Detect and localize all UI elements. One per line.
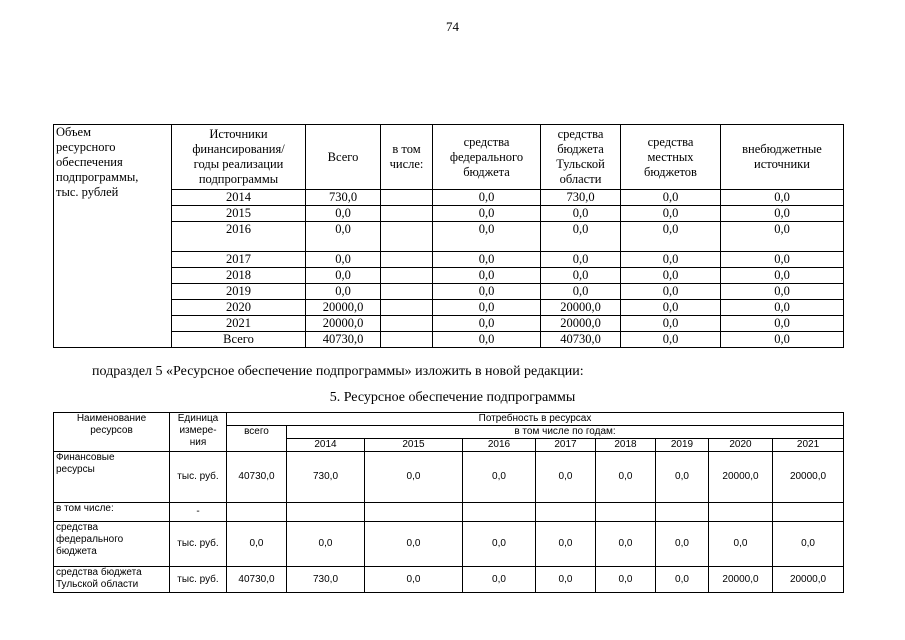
cell-text: 0,0 xyxy=(478,222,495,236)
cell-text: средства бюджета xyxy=(56,567,142,578)
header-year xyxy=(773,439,844,452)
year-value-cell xyxy=(656,567,709,593)
extrabudget-cell xyxy=(721,206,844,222)
cell-text: бюджетов xyxy=(644,164,697,179)
cell-text: 0,0 xyxy=(675,573,689,585)
cell-text: средства xyxy=(647,134,694,149)
table-row xyxy=(54,300,844,316)
total-cell xyxy=(227,503,287,522)
resource-provision-table xyxy=(53,412,844,593)
table-row xyxy=(54,222,844,252)
year-value-cell xyxy=(287,567,365,593)
cell-text: 0,0 xyxy=(618,573,633,585)
regional-cell xyxy=(541,206,621,222)
cell-text: 2018 xyxy=(614,439,637,450)
header-unit xyxy=(170,413,227,452)
cell-text: 40730,0 xyxy=(560,332,601,346)
cell-text: 20000,0 xyxy=(722,471,759,482)
table-row xyxy=(54,190,844,206)
federal-cell xyxy=(433,332,541,348)
cell-text: 0,0 xyxy=(618,471,633,482)
total-cell xyxy=(306,206,381,222)
table-row xyxy=(54,316,844,332)
cell-text: бюджета xyxy=(56,546,97,557)
cell-text: Финансовые xyxy=(56,452,115,463)
year-value-cell xyxy=(656,503,709,522)
local-cell xyxy=(621,206,721,222)
year-value-cell xyxy=(463,503,536,522)
cell-text: 0,0 xyxy=(774,190,790,204)
cell-text: 0,0 xyxy=(774,284,790,298)
cell-text: 0,0 xyxy=(478,206,495,220)
cell-text: 0,0 xyxy=(318,538,333,549)
cell-text: 0,0 xyxy=(478,190,495,204)
cell-text: - xyxy=(196,506,200,517)
cell-text: 0,0 xyxy=(572,206,589,220)
resource-name-cell xyxy=(54,503,170,522)
federal-cell xyxy=(433,268,541,284)
federal-cell xyxy=(433,284,541,300)
table-row xyxy=(54,268,844,284)
cell-text: 0,0 xyxy=(478,316,495,330)
total-cell xyxy=(306,316,381,332)
table-header-row xyxy=(54,125,844,190)
extrabudget-cell xyxy=(721,268,844,284)
total-cell xyxy=(306,300,381,316)
cell-text: Наименование xyxy=(76,413,147,424)
cell-text: 20000,0 xyxy=(322,300,364,314)
cell-text: бюджета xyxy=(463,164,510,179)
cell-text: 730,0 xyxy=(312,471,339,482)
header-total xyxy=(306,125,381,190)
cell-text: годы реализации xyxy=(193,157,284,171)
year-value-cell xyxy=(463,452,536,503)
year-value-cell xyxy=(287,522,365,567)
cell-text: 2017 xyxy=(226,252,251,266)
table-row xyxy=(54,503,844,522)
cell-text: в том числе: xyxy=(56,503,114,514)
cell-text: обеспечения xyxy=(56,155,123,169)
cell-text: внебюджетные xyxy=(742,142,822,156)
year-value-cell xyxy=(773,522,844,567)
regional-cell xyxy=(541,268,621,284)
table-row xyxy=(54,452,844,503)
total-cell xyxy=(306,190,381,206)
local-cell xyxy=(621,300,721,316)
cell-text: 0,0 xyxy=(733,538,748,549)
year-cell xyxy=(172,284,306,300)
cell-text: Всего xyxy=(223,332,254,346)
incl-cell xyxy=(381,190,433,206)
year-value-cell xyxy=(709,567,773,593)
cell-text: 2021 xyxy=(226,316,251,330)
cell-text: 0,0 xyxy=(662,332,679,346)
regional-cell xyxy=(541,300,621,316)
extrabudget-cell xyxy=(721,332,844,348)
cell-text: тыс. руб. xyxy=(177,471,219,482)
cell-text: местных xyxy=(647,149,694,164)
header-federal xyxy=(433,125,541,190)
cell-text: Тульской области xyxy=(56,579,139,590)
year-value-cell xyxy=(365,503,463,522)
header-year xyxy=(463,439,536,452)
cell-text: 0,0 xyxy=(662,222,679,236)
cell-text: 40730,0 xyxy=(238,573,275,585)
cell-text: 0,0 xyxy=(558,471,573,482)
cell-text: 0,0 xyxy=(662,300,679,314)
cell-text: Потребность в ресурсах xyxy=(478,413,592,424)
federal-cell xyxy=(433,190,541,206)
cell-text: 0,0 xyxy=(406,538,421,549)
header-year xyxy=(656,439,709,452)
cell-text: Тульской xyxy=(556,157,605,171)
extrabudget-cell xyxy=(721,252,844,268)
cell-text: 0,0 xyxy=(618,538,633,549)
year-value-cell xyxy=(365,452,463,503)
header-year xyxy=(709,439,773,452)
cell-text: 2015 xyxy=(402,439,425,450)
year-value-cell xyxy=(287,452,365,503)
cell-text: 2015 xyxy=(226,206,251,220)
year-value-cell xyxy=(536,567,596,593)
year-value-cell xyxy=(536,503,596,522)
cell-text: 2020 xyxy=(226,300,251,314)
cell-text: 0,0 xyxy=(406,471,421,482)
cell-text: 0,0 xyxy=(572,268,589,282)
year-value-cell xyxy=(773,503,844,522)
year-value-cell xyxy=(596,567,656,593)
cell-text: 20000,0 xyxy=(560,300,601,314)
cell-text: Источники xyxy=(209,127,268,141)
side-label xyxy=(54,125,172,348)
federal-cell xyxy=(433,316,541,332)
cell-text: 0,0 xyxy=(492,573,506,585)
cell-text: 0,0 xyxy=(558,538,573,549)
header-year xyxy=(287,439,365,452)
cell-text: 40730,0 xyxy=(238,471,275,482)
total-cell xyxy=(306,222,381,252)
unit-cell xyxy=(170,452,227,503)
header-year xyxy=(365,439,463,452)
cell-text: области xyxy=(559,172,602,186)
cell-text: 0,0 xyxy=(406,573,421,585)
header-need xyxy=(227,413,844,426)
header-total xyxy=(227,426,287,452)
cell-text: 0,0 xyxy=(662,252,679,266)
header-incl xyxy=(381,125,433,190)
cell-text: 0,0 xyxy=(335,206,351,220)
cell-text: подпрограммы xyxy=(198,172,279,186)
extrabudget-cell xyxy=(721,190,844,206)
cell-text: 730,0 xyxy=(328,190,358,204)
year-value-cell xyxy=(365,522,463,567)
cell-text: 0,0 xyxy=(801,538,815,549)
cell-text: 0,0 xyxy=(774,268,790,282)
local-cell xyxy=(621,316,721,332)
header-resource-name xyxy=(54,413,170,452)
cell-text: 730,0 xyxy=(566,190,595,204)
federal-cell xyxy=(433,300,541,316)
cell-text: 0,0 xyxy=(572,252,589,266)
header-by-year xyxy=(287,426,844,439)
local-cell xyxy=(621,222,721,252)
federal-cell xyxy=(433,206,541,222)
cell-text: 0,0 xyxy=(478,268,495,282)
cell-text: бюджета xyxy=(557,142,604,156)
year-value-cell xyxy=(596,452,656,503)
cell-text: числе: xyxy=(389,157,424,171)
unit-cell xyxy=(170,503,227,522)
cell-text: источники xyxy=(754,157,810,171)
total-cell xyxy=(306,284,381,300)
cell-text: 20000,0 xyxy=(789,471,827,482)
cell-text: ния xyxy=(189,437,207,448)
cell-text: измере- xyxy=(179,425,217,436)
resource-name-cell xyxy=(54,567,170,593)
year-value-cell xyxy=(773,452,844,503)
cell-text: 0,0 xyxy=(492,538,506,549)
federal-cell xyxy=(433,222,541,252)
extrabudget-cell xyxy=(721,300,844,316)
cell-text: 0,0 xyxy=(675,471,689,482)
year-cell xyxy=(172,332,306,348)
year-value-cell xyxy=(709,452,773,503)
header-regional xyxy=(541,125,621,190)
cell-text: 20000,0 xyxy=(789,573,827,585)
federal-cell xyxy=(433,252,541,268)
header-year xyxy=(596,439,656,452)
incl-cell xyxy=(381,300,433,316)
cell-text: 0,0 xyxy=(774,252,790,266)
cell-text: 40730,0 xyxy=(322,332,364,346)
table-row xyxy=(54,567,844,593)
regional-cell xyxy=(541,190,621,206)
section-title: 5. Ресурсное обеспечение подпрограммы xyxy=(329,390,576,405)
year-value-cell xyxy=(463,522,536,567)
cell-text: 730,0 xyxy=(312,573,339,585)
year-cell xyxy=(172,300,306,316)
regional-cell xyxy=(541,332,621,348)
cell-text: средства xyxy=(557,127,604,141)
year-value-cell xyxy=(596,503,656,522)
page-number: 74 xyxy=(446,19,459,34)
cell-text: 2019 xyxy=(226,284,251,298)
regional-cell xyxy=(541,316,621,332)
year-value-cell xyxy=(365,567,463,593)
year-cell xyxy=(172,252,306,268)
cell-text: 0,0 xyxy=(478,284,495,298)
cell-text: федерального xyxy=(449,149,524,164)
year-value-cell xyxy=(596,522,656,567)
table-row xyxy=(54,284,844,300)
cell-text: 2019 xyxy=(670,439,694,450)
cell-text: 0,0 xyxy=(335,268,351,282)
table-row xyxy=(54,252,844,268)
cell-text: 0,0 xyxy=(774,332,790,346)
cell-text: 0,0 xyxy=(662,206,679,220)
cell-text: 20000,0 xyxy=(722,573,759,585)
year-value-cell xyxy=(656,522,709,567)
resource-name-cell xyxy=(54,452,170,503)
cell-text: 2021 xyxy=(796,439,820,450)
amendment-paragraph: подраздел 5 «Ресурсное обеспечение подпрограммы» изложить в новой редакции: xyxy=(92,364,584,379)
resource-name-cell xyxy=(54,522,170,567)
cell-text: 0,0 xyxy=(774,300,790,314)
table-row xyxy=(54,332,844,348)
cell-text: 0,0 xyxy=(662,190,679,204)
total-cell xyxy=(306,332,381,348)
cell-text: 2017 xyxy=(554,439,577,450)
cell-text: 0,0 xyxy=(774,206,790,220)
cell-text: Единица xyxy=(177,413,219,424)
regional-cell xyxy=(541,252,621,268)
total-cell xyxy=(227,452,287,503)
incl-cell xyxy=(381,316,433,332)
total-cell xyxy=(227,522,287,567)
cell-text: федерального xyxy=(56,534,124,545)
year-cell xyxy=(172,222,306,252)
year-cell xyxy=(172,190,306,206)
year-cell xyxy=(172,206,306,222)
cell-text: Объем xyxy=(56,125,91,139)
cell-text: в том xyxy=(392,142,421,156)
local-cell xyxy=(621,190,721,206)
local-cell xyxy=(621,252,721,268)
cell-text: тыс. руб. xyxy=(177,538,219,549)
cell-text: финансирования/ xyxy=(192,142,285,156)
cell-text: в том числе по годам: xyxy=(514,426,616,437)
total-cell xyxy=(306,252,381,268)
cell-text: Всего xyxy=(327,149,359,164)
extrabudget-cell xyxy=(721,222,844,252)
year-value-cell xyxy=(463,567,536,593)
unit-cell xyxy=(170,567,227,593)
header-year xyxy=(536,439,596,452)
total-cell xyxy=(227,567,287,593)
incl-cell xyxy=(381,206,433,222)
incl-cell xyxy=(381,268,433,284)
cell-text: всего xyxy=(244,426,269,437)
incl-cell xyxy=(381,284,433,300)
incl-cell xyxy=(381,332,433,348)
cell-text: 0,0 xyxy=(249,538,264,549)
header-source xyxy=(172,125,306,190)
cell-text: 0,0 xyxy=(335,222,351,236)
local-cell xyxy=(621,284,721,300)
extrabudget-cell xyxy=(721,316,844,332)
cell-text: ресурсы xyxy=(56,464,95,475)
year-value-cell xyxy=(709,503,773,522)
cell-text: 0,0 xyxy=(558,573,573,585)
cell-text: 2018 xyxy=(226,268,251,282)
year-value-cell xyxy=(656,452,709,503)
table-header-row xyxy=(54,413,844,426)
table-row xyxy=(54,206,844,222)
cell-text: 0,0 xyxy=(774,316,790,330)
cell-text: подпрограммы, xyxy=(56,170,139,184)
cell-text: тыс. руб. xyxy=(177,573,219,585)
extrabudget-cell xyxy=(721,284,844,300)
cell-text: 0,0 xyxy=(478,300,495,314)
cell-text: средства xyxy=(463,134,510,149)
year-cell xyxy=(172,316,306,332)
cell-text: 0,0 xyxy=(662,268,679,282)
year-value-cell xyxy=(709,522,773,567)
local-cell xyxy=(621,332,721,348)
cell-text: 0,0 xyxy=(572,284,589,298)
year-value-cell xyxy=(536,452,596,503)
cell-text: 0,0 xyxy=(335,284,351,298)
incl-cell xyxy=(381,222,433,252)
cell-text: средства xyxy=(56,522,99,533)
cell-text: ресурсов xyxy=(90,425,133,436)
cell-text: 0,0 xyxy=(492,471,506,482)
year-cell xyxy=(172,268,306,284)
cell-text: 2016 xyxy=(226,222,251,236)
header-extrabudget xyxy=(721,125,844,190)
unit-cell xyxy=(170,522,227,567)
cell-text: 0,0 xyxy=(478,332,495,346)
cell-text: тыс. рублей xyxy=(56,185,119,199)
year-value-cell xyxy=(773,567,844,593)
cell-text: 0,0 xyxy=(675,538,689,549)
cell-text: 2014 xyxy=(226,190,251,204)
cell-text: 0,0 xyxy=(662,284,679,298)
cell-text: 0,0 xyxy=(572,222,589,236)
cell-text: 0,0 xyxy=(335,252,351,266)
regional-cell xyxy=(541,222,621,252)
year-value-cell xyxy=(287,503,365,522)
incl-cell xyxy=(381,252,433,268)
cell-text: 2020 xyxy=(729,439,752,450)
cell-text: 2014 xyxy=(314,439,337,450)
local-cell xyxy=(621,268,721,284)
cell-text: ресурсного xyxy=(56,140,116,154)
cell-text: 20000,0 xyxy=(560,316,601,330)
cell-text: 20000,0 xyxy=(322,316,364,330)
table-row xyxy=(54,522,844,567)
cell-text: 0,0 xyxy=(478,252,495,266)
resource-volume-table xyxy=(53,124,844,348)
cell-text: 2016 xyxy=(487,439,511,450)
cell-text: 0,0 xyxy=(662,316,679,330)
header-local xyxy=(621,125,721,190)
regional-cell xyxy=(541,284,621,300)
year-value-cell xyxy=(536,522,596,567)
total-cell xyxy=(306,268,381,284)
cell-text: 0,0 xyxy=(774,222,790,236)
